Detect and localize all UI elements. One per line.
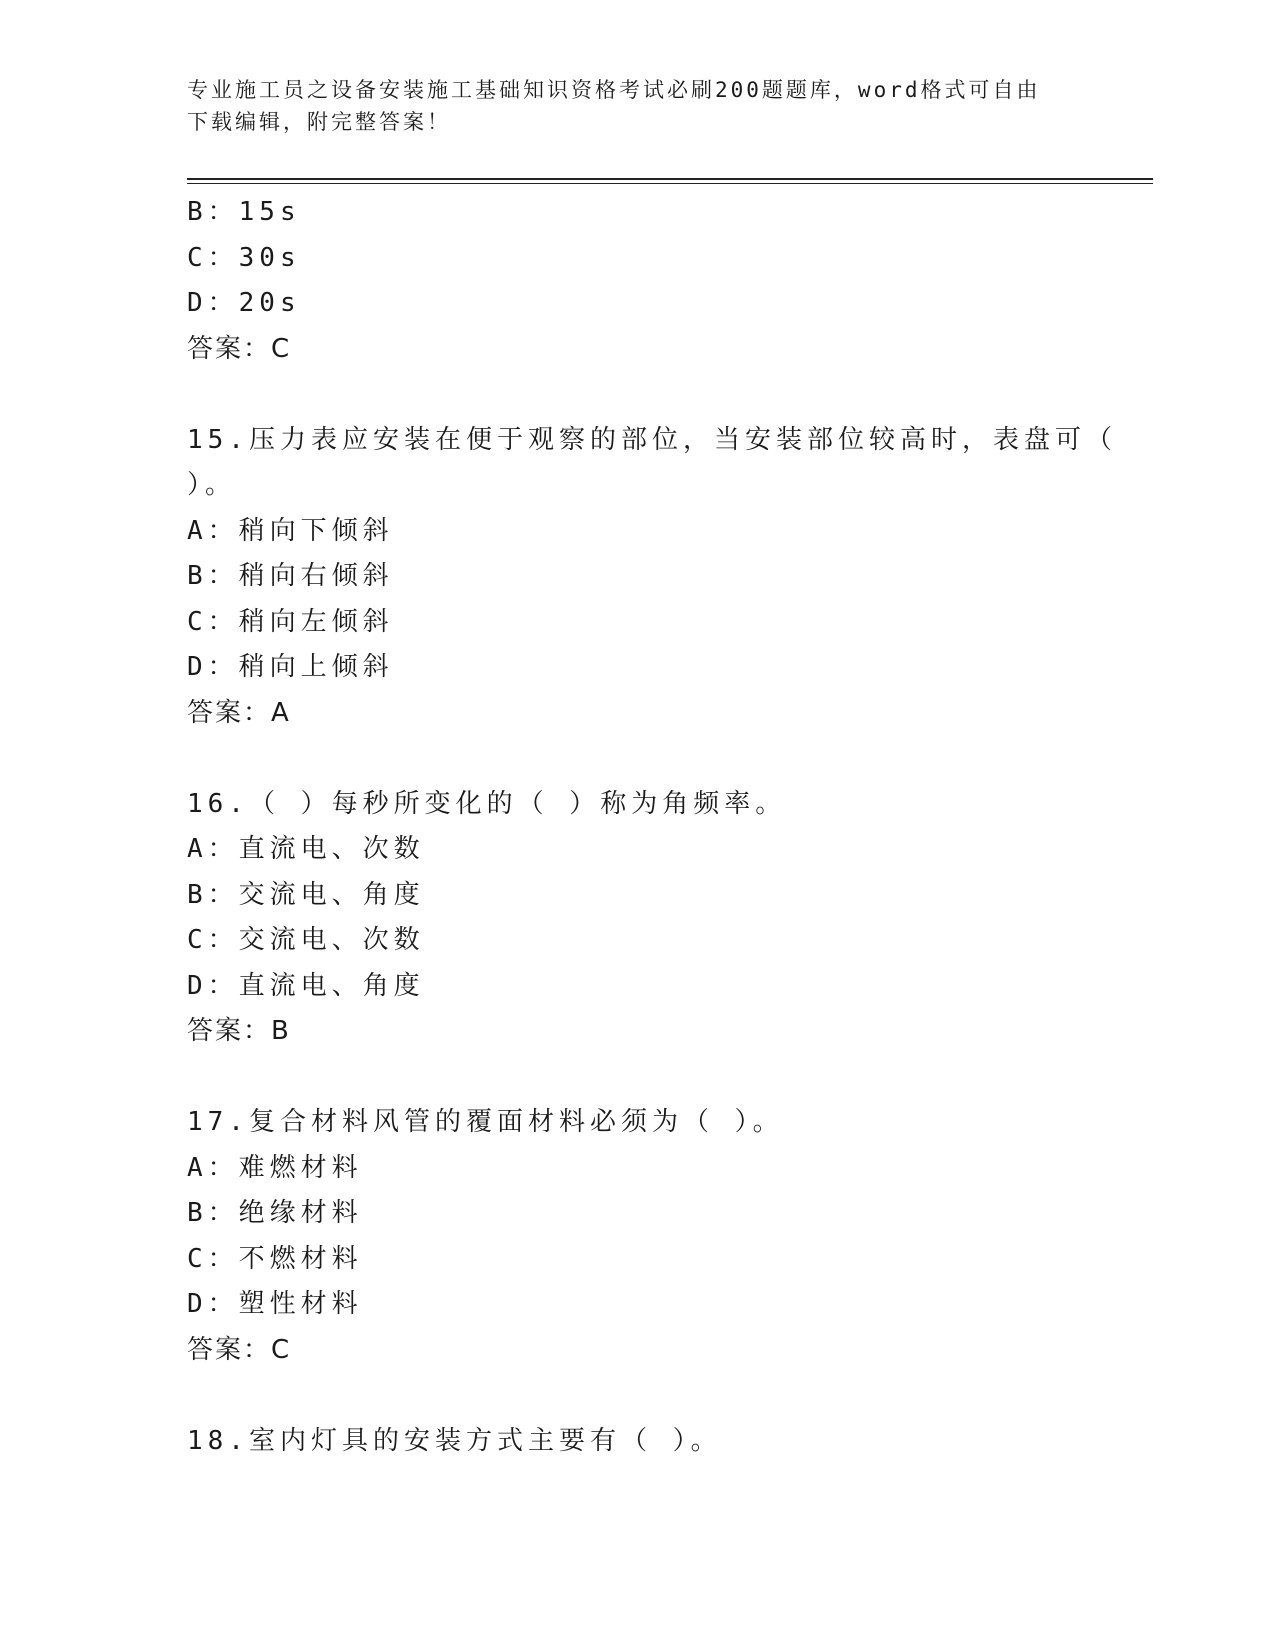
q15-answer: 答案：A — [187, 697, 291, 728]
header-line-1: 专业施工员之设备安装施工基础知识资格考试必刷200题题库，word格式可自由 — [187, 78, 1041, 102]
q18-stem: 18.室内灯具的安装方式主要有（ ）。 — [187, 1425, 722, 1456]
prev-option-b: B：15s — [187, 197, 301, 227]
spacer — [187, 736, 1087, 782]
q16-option-d: D：直流电、角度 — [187, 970, 425, 1001]
q17-answer: 答案：C — [187, 1334, 292, 1365]
prev-option-c: C：30s — [187, 242, 301, 273]
q17-option-d: D：塑性材料 — [187, 1289, 363, 1319]
q15-option-b: B：稍向右倾斜 — [187, 561, 394, 591]
q15-option-c: C：稍向左倾斜 — [187, 606, 394, 637]
q15-stem-line-1: 15.压力表应安装在便于观察的部位，当安装部位较高时，表盘可（ — [187, 424, 1117, 455]
q15-option-d: D：稍向上倾斜 — [187, 652, 394, 682]
spacer — [187, 372, 1087, 418]
q17-option-a: A：难燃材料 — [187, 1152, 363, 1183]
q17-option-b: B：绝缘材料 — [187, 1198, 363, 1228]
document-header — [187, 74, 1067, 138]
spacer — [187, 1055, 1087, 1101]
q16-stem: 16.（ ）每秒所变化的（ ）称为角频率。 — [187, 788, 787, 819]
prev-option-d: D：20s — [187, 288, 301, 318]
q16-answer: 答案：B — [187, 1016, 291, 1046]
spacer — [187, 1373, 1087, 1419]
q15-option-a: A：稍向下倾斜 — [187, 515, 394, 546]
q16-option-b: B：交流电、角度 — [187, 879, 425, 910]
q15-stem-line-2: ）。 — [187, 470, 237, 500]
q16-option-c: C：交流电、次数 — [187, 925, 425, 955]
question-list — [187, 190, 1117, 1464]
header-rule-thin — [187, 183, 1153, 184]
header-rule-thick — [187, 178, 1153, 180]
q17-option-c: C：不燃材料 — [187, 1243, 363, 1274]
prev-answer: 答案：C — [187, 333, 292, 364]
q16-option-a: A：直流电、次数 — [187, 834, 425, 864]
header-line-2: 下载编辑，附完整答案！ — [187, 110, 451, 134]
q17-stem: 17.复合材料风管的覆面材料必须为（ ）。 — [187, 1107, 784, 1137]
